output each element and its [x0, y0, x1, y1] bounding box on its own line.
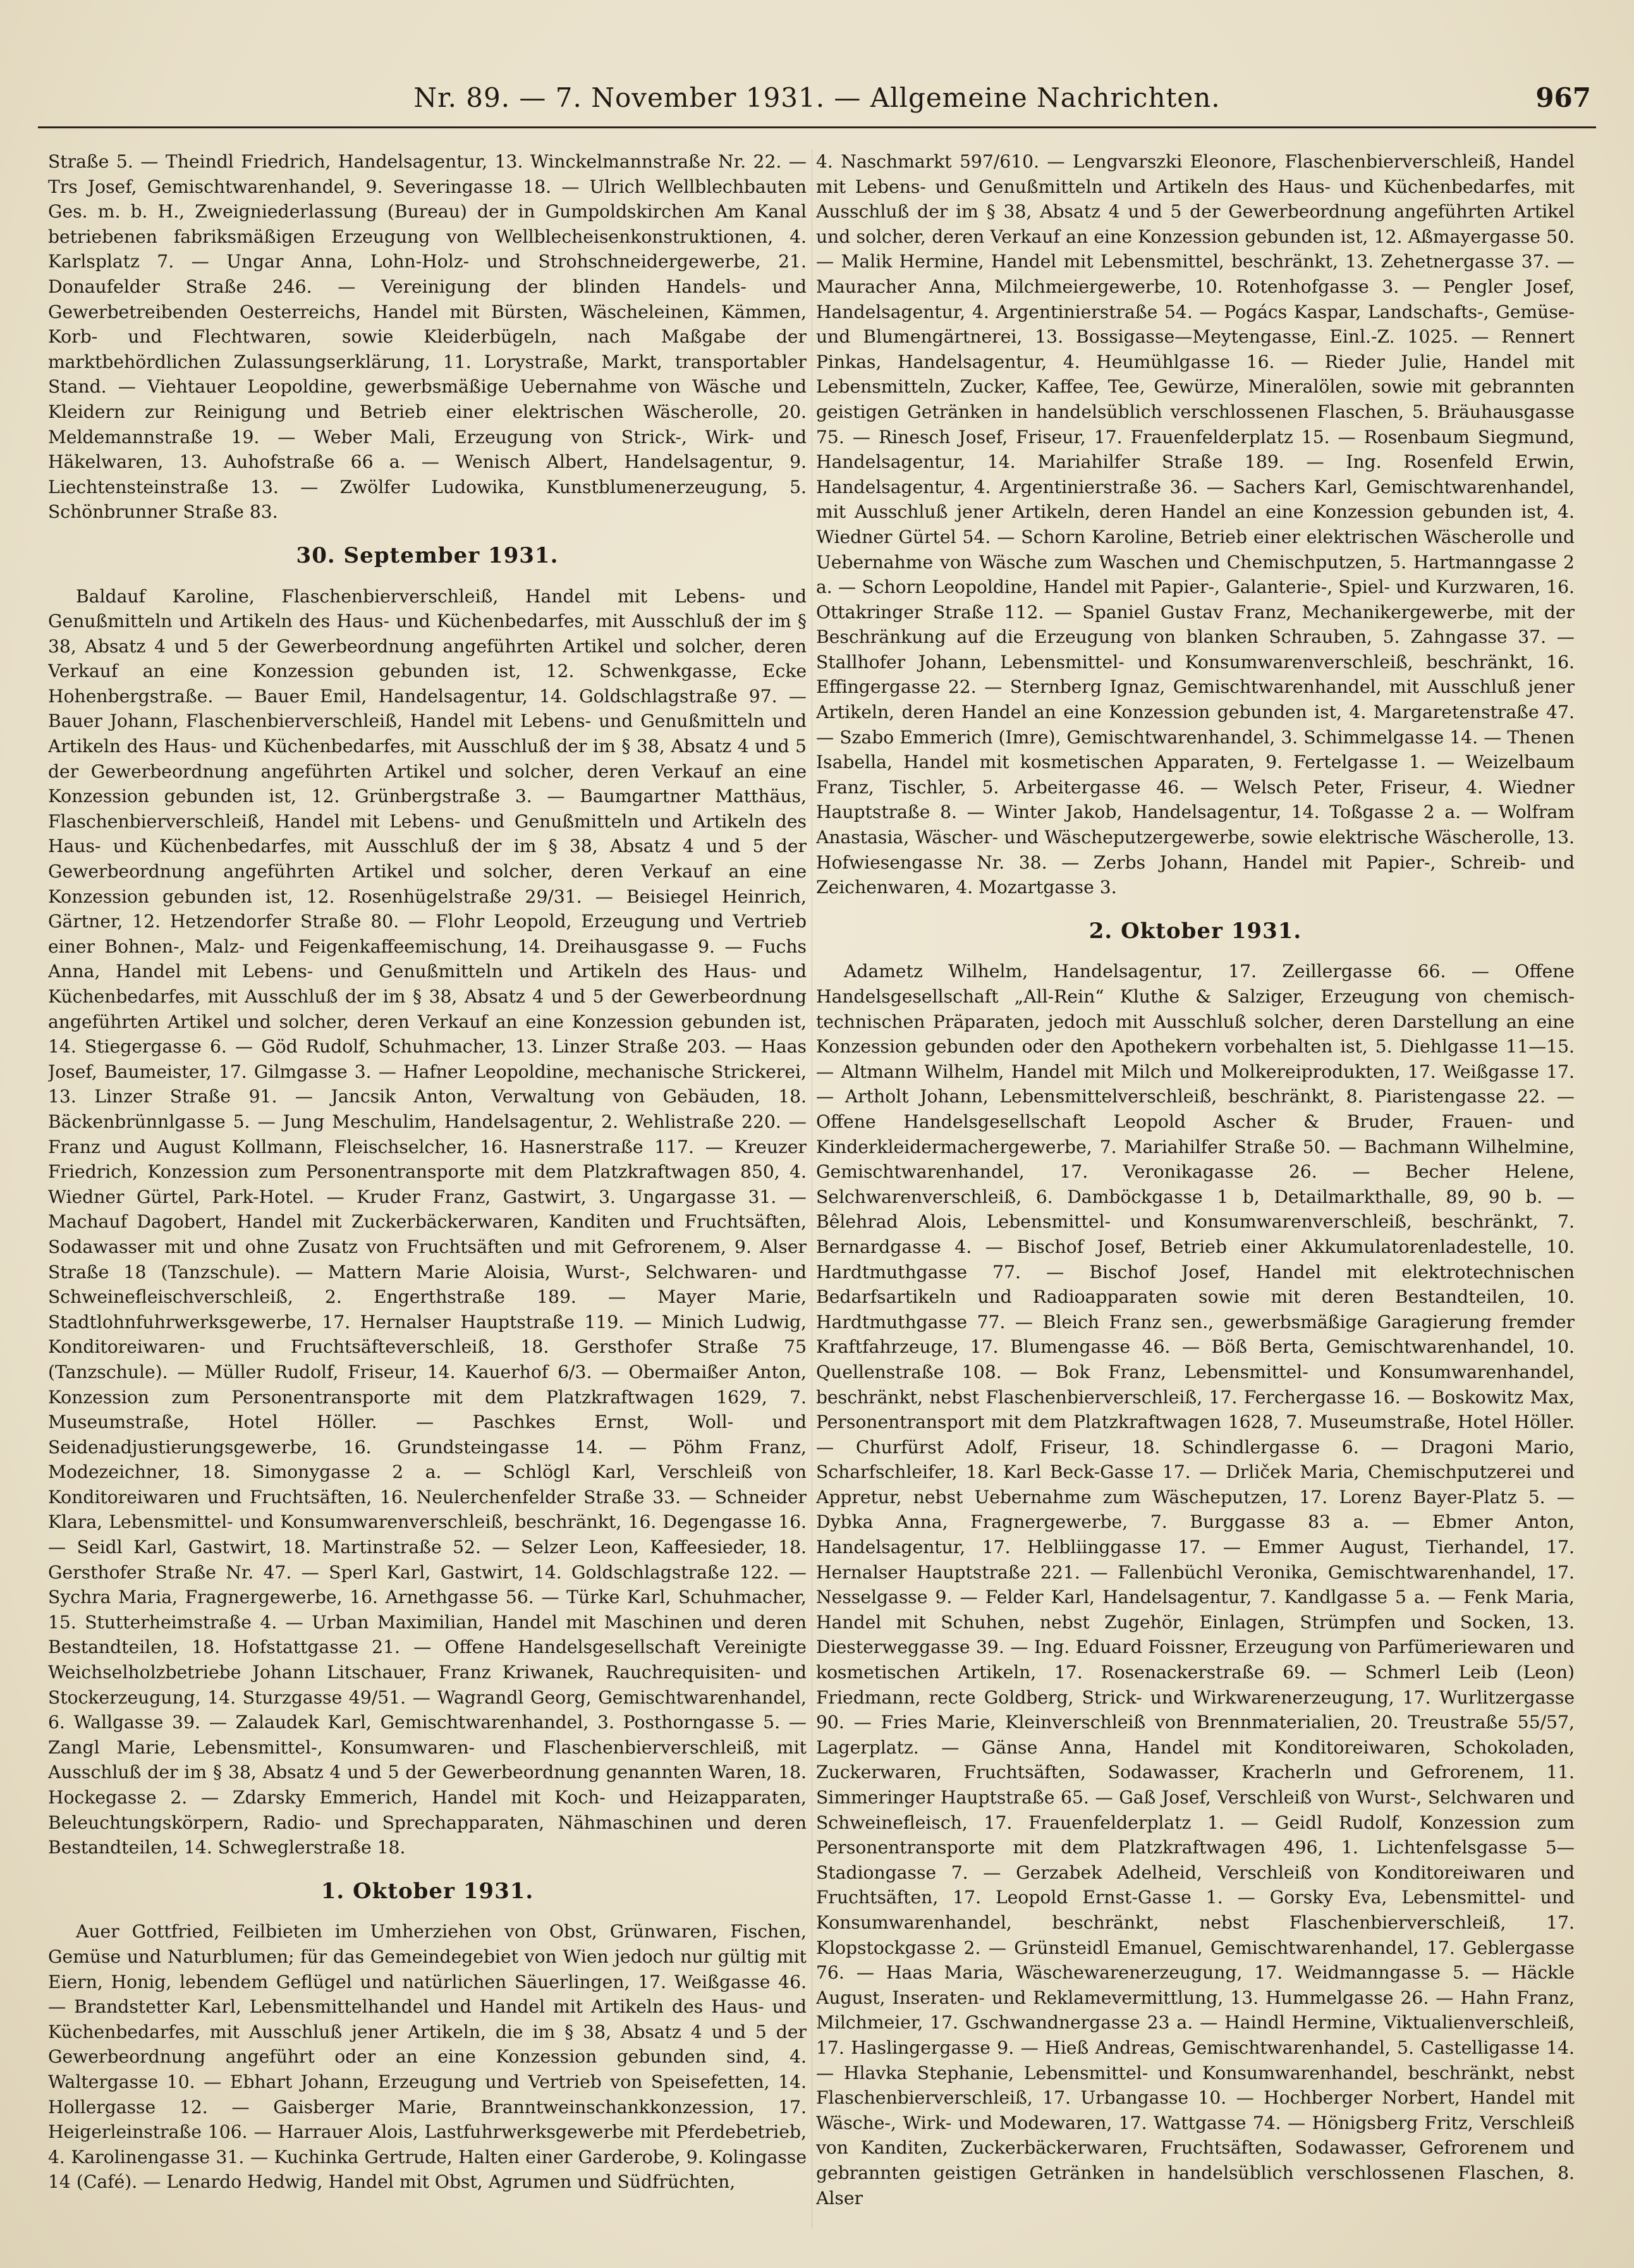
right-paragraph-2: Adametz Wilhelm, Handelsagentur, 17. Zeillergasse 66. — Offene Handelsgesellschaft „All-Rein“ Kluthe & Salziger, Erzeugung von chemisch-technischen Präparaten, jedoch mit Ausschluß solcher, deren Darstellung an eine Konzession gebunden oder den Apothekern vorbehalten ist, 5. Diehlgasse 11—15. — Altmann Wilhelm, Handel mit Milch und Molkereiprodukten, 17. Weißgasse 17. — Artholt Johann, Lebensmittelverschleiß, beschränkt, 8. Piaristengasse 22. — Offene Handelsgesellschaft Leopold Ascher & Bruder, Frauen- und Kinderkleidermachergewerbe, 7. Mariahilfer Straße 50. — Bachmann Wilhelmine, Gemischtwarenhandel, 17. Veronikagasse 26. — Becher Helene, Selchwarenverschleiß, 6. Damböckgasse 1 b, Detailmarkthalle, 89, 90 b. — Bêlehrad Alois, Lebensmittel- und Konsumwarenverschleiß, beschränkt, 7. Bernardgasse 4. — Bischof Josef, Betrieb einer Akkumulatorenladestelle, 10. Hardtmuthgasse 77. — Bischof Josef, Handel mit elektrotechnischen Bedarfsartikeln und Radioapparaten sowie mit deren Bestandteilen, 10. Hardtmuthgasse 77. — Bleich Franz sen., gewerbsmäßige Garagierung fremder Kraftfahrzeuge, 17. Blumengasse 46. — Böß Berta, Gemischtwarenhandel, 10. Quellenstraße 108. — Bok Franz, Lebensmittel- und Konsumwarenhandel, beschränkt, nebst Flaschenbierverschleiß, 17. Ferchergasse 16. — Boskowitz Max, Personentransport mit dem Platzkraftwagen 1628, 7. Museumstraße, Hotel Höller. — Churfürst Adolf, Friseur, 18. Schindlergasse 6. — Dragoni Mario, Scharfschleifer, 18. Karl Beck-Gasse 17. — Drliček Maria, Chemischputzerei und Appretur, nebst Uebernahme zum Wäscheputzen, 17. Lorenz Bayer-Platz 5. — Dybka Anna, Fragnergewerbe, 7. Burggasse 83 a. — Ebmer Anton, Handelsagentur, 17. Helbliinggasse 17. — Emmer August, Tierhandel, 17. Hernalser Hauptstraße 221. — Fallenbüchl Veronika, Gemischtwarenhandel, 17. Nesselgasse 9. — Felder Karl, Handelsagentur, 7. Kandlgasse 5 a. — Fenk Maria, Handel mit Schuhen, nebst Zugehör, Einlagen, Strümpfen und Socken, 13. Diesterweggasse 39. — Ing. Eduard Foissner, Erzeugung von Parfümeriewaren und kosmetischen Artikeln, 17. Rosenackerstraße 69. — Schmerl Leib (Leon) Friedmann, recte Goldberg, Strick- und Wirkwarenerzeugung, 17. Wurlitzergasse 90. — Fries Marie, Kleinverschleiß von Brennmaterialien, 20. Treustraße 55/57, Lagerplatz. — Gänse Anna, Handel mit Konditoreiwaren, Schokoladen, Zuckerwaren, Fruchtsäften, Sodawasser, Kracherln und Gefrorenem, 11. Simmeringer Hauptstraße 65. — Gaß Josef, Verschleiß von Wurst-, Selchwaren und Schweinefleisch, 17. Frauenfelderplatz 1. — Geidl Rudolf, Konzession zum Personentransporte mit dem Platzkraftwagen 496, 1. Lichtenfelsgasse 5—Stadiongasse 7. — Gerzabek Adelheid, Verschleiß von Konditoreiwaren und Fruchtsäften, 17. Leopold Ernst-Gasse 1. — Gorsky Eva, Lebensmittel- und Konsumwarenhandel, beschränkt, nebst Flaschenbierverschleiß, 17. Klopstockgasse 2. — Grünsteidl Emanuel, Gemischtwarenhandel, 17. Geblergasse 76. — Haas Maria, Wäschewarenerzeugung, 17. Weidmanngasse 5. — Häckle August, Inseraten- und Reklamevermittlung, 13. Hummelgasse 26. — Hahn Franz, Milchmeier, 17. Gschwandnergasse 23 a. — Haindl Hermine, Viktualienverschleiß, 17. Haslingergasse 9. — Hieß Andreas, Gemischtwarenhandel, 5. Castelligasse 14. — Hlavka Stephanie, Lebensmittel- und Konsumwarenhandel, beschränkt, nebst Flaschenbierverschleiß, 17. Urbangasse 10. — Hochberger Norbert, Handel mit Wäsche-, Wirk- und Modewaren, 17. Wattgasse 74. — Hönigsberg Fritz, Verschleiß von Kanditen, Zuckerbäckerwaren, Fruchtsäften, Sodawasser, Gefrorenem und gebrannten geistigen Getränken in handelsüblich verschlossenen Flaschen, 8. Alser [816, 961, 1575, 2209]
left-column [48, 149, 807, 2235]
date-heading-oct-1: 1. Oktober 1931. [320, 1878, 534, 1904]
date-heading-oct-2: 2. Oktober 1931. [1088, 918, 1302, 944]
left-paragraph-2: Baldauf Karoline, Flaschenbierverschleiß, Handel mit Lebens- und Genußmitteln und Artikeln des Haus- und Küchenbedarfes, mit Ausschluß der im § 38, Absatz 4 und 5 der Gewerbeordnung angeführten Artikel und solcher, deren Verkauf an eine Konzession gebunden ist, 12. Schwenkgasse, Ecke Hohenbergstraße. — Bauer Emil, Handelsagentur, 14. Goldschlagstraße 97. — Bauer Johann, Flaschenbierverschleiß, Handel mit Lebens- und Genußmitteln und Artikeln des Haus- und Küchenbedarfes, mit Ausschluß der im § 38, Absatz 4 und 5 der Gewerbeordnung angeführten Artikel und solcher, deren Verkauf an eine Konzession gebunden ist, 12. Grünbergstraße 3. — Baumgartner Matthäus, Flaschenbierverschleiß, Handel mit Lebens- und Genußmitteln und Artikeln des Haus- und Küchenbedarfes, mit Ausschluß der im § 38, Absatz 4 und 5 der Gewerbeordnung angeführten Artikel und solcher, deren Verkauf an eine Konzession gebunden ist, 12. Rosenhügelstraße 29/31. — Beisiegel Heinrich, Gärtner, 12. Hetzendorfer Straße 80. — Flohr Leopold, Erzeugung und Vertrieb einer Bohnen-, Malz- und Feigenkaffeemischung, 14. Dreihausgasse 9. — Fuchs Anna, Handel mit Lebens- und Genußmitteln und Artikeln des Haus- und Küchenbedarfes, mit Ausschluß der im § 38, Absatz 4 und 5 der Gewerbeordnung angeführten Artikel und solcher, deren Verkauf an eine Konzession gebunden ist, 14. Stiegergasse 6. — Göd Rudolf, Schuhmacher, 13. Linzer Straße 203. — Haas Josef, Baumeister, 17. Gilmgasse 3. — Hafner Leopoldine, mechanische Strickerei, 13. Linzer Straße 91. — Jancsik Anton, Verwaltung von Gebäuden, 18. Bäckenbrünnlgasse 5. — Jung Meschulim, Handelsagentur, 2. Wehlistraße 220. — Franz und August Kollmann, Fleischselcher, 16. Hasnerstraße 117. — Kreuzer Friedrich, Konzession zum Personentransporte mit dem Platzkraftwagen 850, 4. Wiedner Gürtel, Park-Hotel. — Kruder Franz, Gastwirt, 3. Ungargasse 31. — Machauf Dagobert, Handel mit Zuckerbäckerwaren, Kanditen und Fruchtsäften, Sodawasser mit und ohne Zusatz von Fruchtsäften und mit Gefrorenem, 9. Alser Straße 18 (Tanzschule). — Mattern Marie Aloisia, Wurst-, Selchwaren- und Schweinefleischverschleiß, 2. Engerthstraße 189. — Mayer Marie, Stadtlohnfuhrwerksgewerbe, 17. Hernalser Hauptstraße 119. — Minich Ludwig, Konditoreiwaren- und Fruchtsäfteverschleiß, 18. Gersthofer Straße 75 (Tanzschule). — Müller Rudolf, Friseur, 14. Kauerhof 6/3. — Obermaißer Anton, Konzession zum Personentransporte mit dem Platzkraftwagen 1629, 7. Museumstraße, Hotel Höller. — Paschkes Ernst, Woll- und Seidenadjustierungsgewerbe, 16. Grundsteingasse 14. — Pöhm Franz, Modezeichner, 18. Simonygasse 2 a. — Schlögl Karl, Verschleiß von Konditoreiwaren und Fruchtsäften, 16. Neulerchenfelder Straße 33. — Schneider Klara, Lebensmittel- und Konsumwarenverschleiß, beschränkt, 16. Degengasse 16. — Seidl Karl, Gastwirt, 18. Martinstraße 52. — Selzer Leon, Kaffeesieder, 18. Gersthofer Straße Nr. 47. — Sperl Karl, Gastwirt, 14. Goldschlagstraße 122. — Sychra Maria, Fragnergewerbe, 16. Arnethgasse 56. — Türke Karl, Schuhmacher, 15. Stutterheimstraße 4. — Urban Maximilian, Handel mit Maschinen und deren Bestandteilen, 18. Hofstattgasse 21. — Offene Handelsgesellschaft Vereinigte Weichselholzbetriebe Johann Litschauer, Franz Kriwanek, Rauchrequisiten- und Stockerzeugung, 14. Sturzgasse 49/51. — Wagrandl Georg, Gemischtwarenhandel, 6. Wallgasse 39. — Zalaudek Karl, Gemischtwarenhandel, 3. Posthorngasse 5. — Zangl Marie, Lebensmittel-, Konsumwaren- und Flaschenbierverschleiß, mit Ausschluß der im § 38, Absatz 4 und 5 der Gewerbeordnung genannten Waren, 18. Hockegasse 2. — Zdarsky Emmerich, Handel mit Koch- und Heizapparaten, Beleuchtungskörpern, Radio- und Sprechapparaten, Nähmaschinen und deren Bestandteilen, 14. Schweglerstraße 18. [48, 585, 807, 1858]
date-heading-sept-30: 30. September 1931. [296, 542, 559, 568]
right-paragraph-1: 4. Naschmarkt 597/610. — Lengvarszki Eleonore, Flaschenbierverschleiß, Handel mit Lebens- und Genußmitteln und Artikeln des Haus- und Küchenbedarfes, mit Ausschluß der im § 38, Absatz 4 und 5 der Gewerbeordnung angeführten Artikel und solcher, deren Verkauf an eine Konzession gebunden ist, 12. Aßmayergasse 50. — Malik Hermine, Handel mit Lebensmittel, beschränkt, 13. Zehetnergasse 37. — Mauracher Anna, Milchmeiergewerbe, 10. Rotenhofgasse 3. — Pengler Josef, Handelsagentur, 4. Argentinierstraße 54. — Pogács Kaspar, Landschafts-, Gemüse- und Blumengärtnerei, 13. Bossigasse—Meytengasse, Einl.-Z. 1025. — Rennert Pinkas, Handelsagentur, 4. Heumühlgasse 16. — Rieder Julie, Handel mit Lebensmitteln, Zucker, Kaffee, Tee, Gewürze, Mineralölen, sowie mit gebrannten geistigen Getränken in handelsüblich verschlossenen Flaschen, 5. Bräuhausgasse 75. — Rinesch Josef, Friseur, 17. Frauenfelderplatz 15. — Rosenbaum Siegmund, Handelsagentur, 14. Mariahilfer Straße 189. — Ing. Rosenfeld Erwin, Handelsagentur, 4. Argentinierstraße 36. — Sachers Karl, Gemischtwarenhandel, mit Ausschluß jener Artikeln, deren Handel an eine Konzession gebunden ist, 4. Wiedner Gürtel 54. — Schorn Karoline, Betrieb einer elektrischen Wäscherolle und Uebernahme von Wäsche zum Waschen und Chemischputzen, 5. Hartmanngasse 2 a. — Schorn Leopoldine, Handel mit Papier-, Galanterie-, Spiel- und Kurzwaren, 16. Ottakringer Straße 112. — Spaniel Gustav Franz, Mechanikergewerbe, mit der Beschränkung auf die Erzeugung von blanken Schrauben, 5. Zahngasse 37. — Stallhofer Johann, Lebensmittel- und Konsumwarenverschleiß, beschränkt, 16. Effingergasse 22. — Sternberg Ignaz, Gemischtwarenhandel, mit Ausschluß jener Artikeln, deren Handel an eine Konzession gebunden ist, 4. Margaretenstraße 47. — Szabo Emmerich (Imre), Gemischtwarenhandel, 3. Schimmelgasse 14. — Thenen Isabella, Handel mit kosmetischen Apparaten, 9. Fertelgasse 1. — Weizelbaum Franz, Tischler, 5. Arbeitergasse 46. — Welsch Peter, Friseur, 4. Wiedner Hauptstraße 8. — Winter Jakob, Handelsagentur, 14. Toßgasse 2 a. — Wolfram Anastasia, Wäscher- und Wäscheputzergewerbe, sowie elektrische Wäscherolle, 13. Hofwiesengasse Nr. 38. — Zerbs Johann, Handel mit Papier-, Schreib- und Zeichenwaren, 4. Mozartgasse 3. [816, 151, 1575, 898]
header-title: Nr. 89. — 7. November 1931. — Allgemeine Nachrichten. [413, 82, 1221, 113]
page-header [38, 76, 1596, 128]
left-paragraph-3: Auer Gottfried, Feilbieten im Umherziehen von Obst, Grünwaren, Fischen, Gemüse und Naturblumen; für das Gemeindegebiet von Wien jedoch nur gültig mit Eiern, Honig, lebendem Geflügel und natürlichen Säuerlingen, 17. Weißgasse 46. — Brandstetter Karl, Lebensmittelhandel und Handel mit Artikeln des Haus- und Küchenbedarfes, mit Ausschluß jener Artikeln, die im § 38, Absatz 4 und 5 der Gewerbeordnung angeführt oder an eine Konzession gebunden sind, 4. Waltergasse 10. — Ebhart Johann, Erzeugung und Vertrieb von Speisefetten, 14. Hollergasse 12. — Gaisberger Marie, Branntweinschankkonzession, 17. Heigerleinstraße 106. — Harrauer Alois, Lastfuhrwerksgewerbe mit Pferdebetrieb, 4. Karolinengasse 31. — Kuchinka Gertrude, Halten einer Garderobe, 9. Kolingasse 14 (Café). — Lenardo Hedwig, Handel mit Obst, Agrumen und Südfrüchten, [48, 1921, 807, 2193]
right-column [816, 149, 1575, 2235]
page-number: 967 [1535, 82, 1591, 113]
left-paragraph-1: Straße 5. — Theindl Friedrich, Handelsagentur, 13. Winckelmannstraße Nr. 22. — Trs Josef, Gemischtwarenhandel, 9. Severingasse 18. — Ulrich Wellblechbauten Ges. m. b. H., Zweigniederlassung (Bureau) der in Gumpoldskirchen Am Kanal betriebenen fabriksmäßigen Erzeugung von Wellblecheisenkonstruktionen, 4. Karlsplatz 7. — Ungar Anna, Lohn-Holz- und Strohschneidergewerbe, 21. Donaufelder Straße 246. — Vereinigung der blinden Handels- und Gewerbetreibenden Oesterreichs, Handel mit Bürsten, Wäscheleinen, Kämmen, Korb- und Flechtwaren, sowie Kleiderbügeln, nach Maßgabe der marktbehördlichen Zulassungserklärung, 11. Lorystraße, Markt, transportabler Stand. — Viehtauer Leopoldine, gewerbsmäßige Uebernahme von Wäsche und Kleidern zur Reinigung und Betrieb einer elektrischen Wäscherolle, 20. Meldemannstraße 19. — Weber Mali, Erzeugung von Strick-, Wirk- und Häkelwaren, 13. Auhofstraße 66 a. — Wenisch Albert, Handelsagentur, 9. Liechtensteinstraße 13. — Zwölfer Ludowika, Kunstblumenerzeugung, 5. Schönbrunner Straße 83. [48, 151, 807, 523]
